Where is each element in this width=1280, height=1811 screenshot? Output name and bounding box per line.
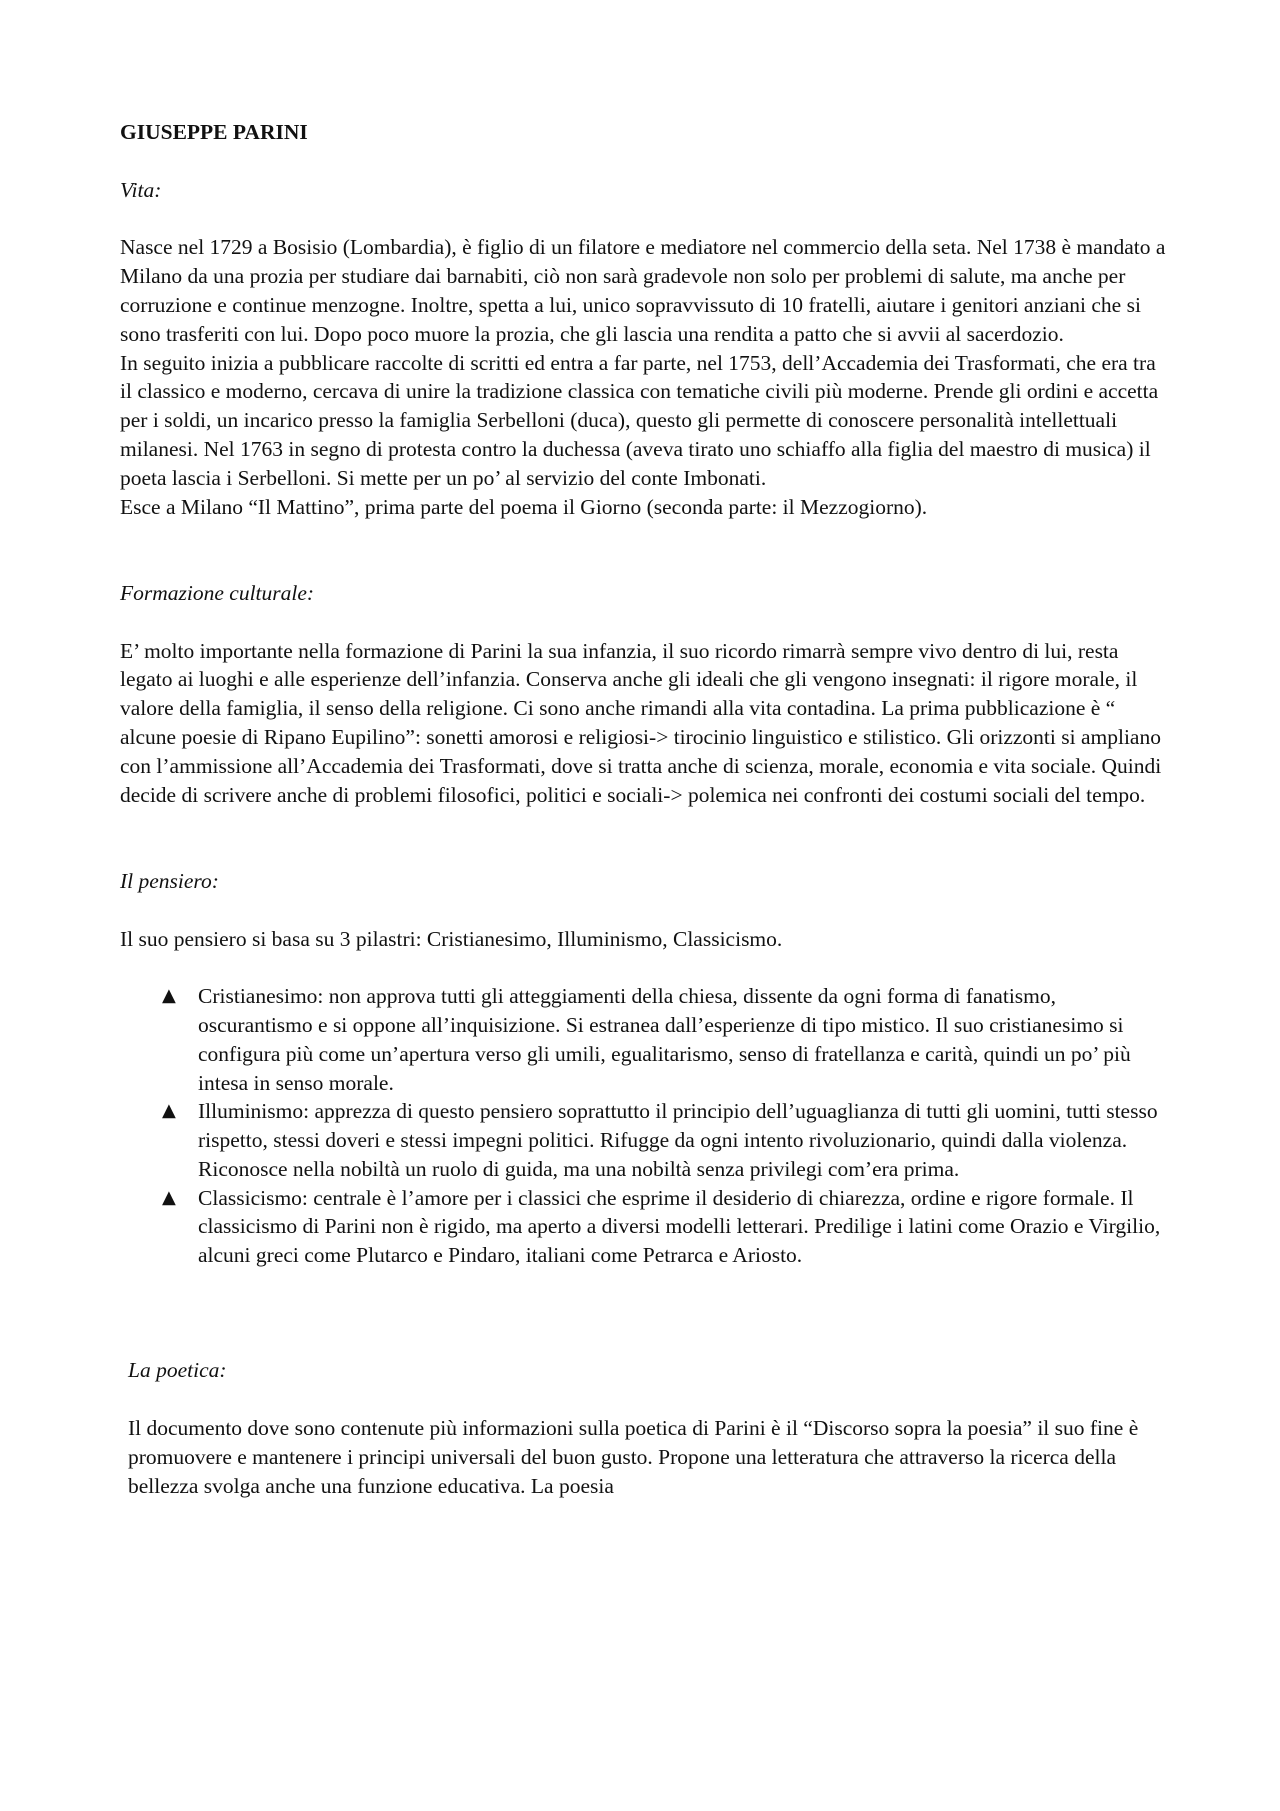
section-heading-poetica: La poetica: [128,1358,227,1383]
section-pensiero-intro: Il suo pensiero si basa su 3 pilastri: Cristianesimo, Illuminismo, Classicismo. [120,926,783,951]
paragraph: Esce a Milano “Il Mattino”, prima parte del poema il Giorno (seconda parte: il Mezzogiorno). [120,494,928,519]
pillars-list [120,982,1170,1270]
document-body [120,118,1170,1500]
list-item [120,1097,1170,1183]
paragraph: Il documento dove sono contenute più informazioni sulla poetica di Parini è il “Discorso sopra la poesia” il suo fine è promuovere e mantenere i principi universali del buon gusto. Propone una letteratura che attraverso la ricerca della bellezza svolga anche una funzione educativa. La poesia [128,1416,1139,1498]
section-poetica-text [128,1414,1170,1500]
list-item-text: Classicismo: centrale è l’amore per i classici che esprime il desiderio di chiarezza, ordine e rigore formale. Il classicismo di Parini non è rigido, ma aperto a diversi modelli letterari. Predilige i latini come Orazio e Virgilio, alcuni greci come Plutarco e Pindaro, italiani come Petrarca e Ariosto. [198,1185,1161,1268]
triangle-bullet-icon: ▲ [162,985,176,1007]
triangle-bullet-icon: ▲ [162,1100,176,1122]
triangle-bullet-icon: ▲ [162,1186,176,1208]
section-formazione-text [120,637,1170,810]
list-item [120,1184,1170,1270]
section-heading-vita: Vita: [120,177,162,202]
list-item [120,982,1170,1097]
section-poetica [120,1356,1170,1500]
section-heading-pensiero: Il pensiero: [120,868,219,893]
section-vita-text [120,233,1170,521]
paragraph: In seguito inizia a pubblicare raccolte di scritti ed entra a far parte, nel 1753, dell’Accademia dei Trasformati, che era tra il classico e moderno, cercava di unire la tradizione classica con tematiche civili più moderne. Prende gli ordini e accetta per i soldi, un incarico presso la famiglia Serbelloni (duca), questo gli permette di conoscere personalità intellettuali milanesi. Nel 1763 in segno di protesta contro la duchessa (aveva tirato uno schiaffo alla figlia del maestro di musica) il poeta lascia i Serbelloni. Si mette per un po’ al servizio del conte Imbonati. [120,350,1159,490]
paragraph: Nasce nel 1729 a Bosisio (Lombardia), è figlio di un filatore e mediatore nel commercio della seta. Nel 1738 è mandato a Milano da una prozia per studiare dai barnabiti, ciò non sarà gradevole non solo per problemi di salute, ma anche per corruzione e continue menzogne. Inoltre, spetta a lui, unico sopravvissuto di 10 fratelli, aiutare i genitori anziani che si sono trasferiti con lui. Dopo poco muore la prozia, che gli lascia una rendita a patto che si avvii al sacerdozio. [120,235,1166,346]
list-item-text: Cristianesimo: non approva tutti gli atteggiamenti della chiesa, dissente da ogni forma di fanatismo, oscurantismo e si oppone all’inquisizione. Si estranea dall’esperienze di tipo mistico. Il suo cristianesimo si configura più come un’apertura verso gli umili, egualitarismo, senso di fratellanza e carità, quindi un po’ più intesa in senso morale. [198,984,1131,1095]
document-title: GIUSEPPE PARINI [120,120,308,144]
section-heading-formazione: Formazione culturale: [120,580,315,605]
paragraph: E’ molto importante nella formazione di Parini la sua infanzia, il suo ricordo rimarrà sempre vivo dentro di lui, resta legato ai luoghi e alle esperienze dell’infanzia. Conserva anche gli ideali che gli vengono insegnati: il rigore morale, il valore della famiglia, il senso della religione. Ci sono anche rimandi alla vita contadina. La prima pubblicazione è “ alcune poesie di Ripano Eupilino”: sonetti amorosi e religiosi-> tirocinio linguistico e stilistico. Gli orizzonti si ampliano con l’ammissione all’Accademia dei Trasformati, dove si tratta anche di scienza, morale, economia e vita sociale. Quindi decide di scrivere anche di problemi filosofici, politici e sociali-> polemica nei confronti dei costumi sociali del tempo. [120,638,1162,807]
list-item-text: Illuminismo: apprezza di questo pensiero soprattutto il principio dell’uguaglianza di tutti gli uomini, tutti stesso rispetto, stessi doveri e stessi impegni politici. Rifugge da ogni intento rivoluzionario, quindi dalla violenza. Riconosce nella nobiltà un ruolo di guida, ma una nobiltà senza privilegi com’era prima. [198,1099,1158,1181]
